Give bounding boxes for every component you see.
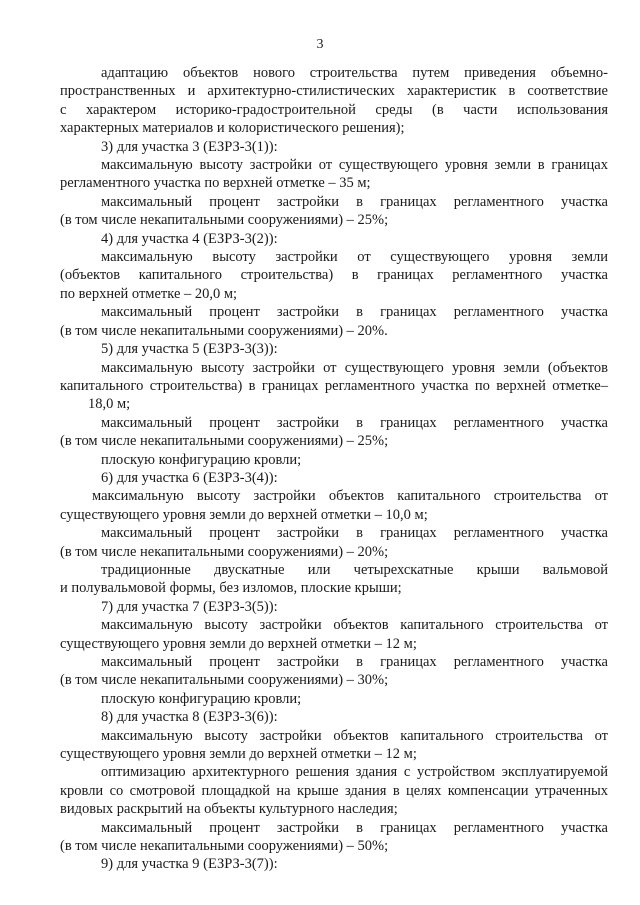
text-line: 3) для участка 3 (ЕЗРЗ-3(1)): (101, 138, 278, 155)
text-line: максимальный процент застройки в границах регламентного участка (101, 525, 608, 542)
text-line: регламентного участка по верхней отметке – 35 м; (60, 175, 371, 192)
text-line: существующего уровня земли до верхней отметки – 12 м; (60, 746, 417, 763)
text-line: (в том числе некапитальными сооружениями) – 30%; (60, 672, 389, 689)
text-line: максимальный процент застройки в границах регламентного участка (101, 819, 608, 836)
text-line: и полувальмовой формы, без изломов, плоские крыши; (60, 580, 402, 597)
page-number: 3 (316, 37, 324, 52)
text-line: по верхней отметке – 20,0 м; (60, 285, 238, 302)
text-line: 8) для участка 8 (ЕЗРЗ-3(6)): (101, 709, 278, 726)
text-line: (в том числе некапитальными сооружениями) – 50%; (60, 838, 389, 855)
text-line: максимальную высоту застройки объектов капитального строительства от (92, 488, 608, 505)
text-line: максимальную высоту застройки объектов капитального строительства от (101, 727, 608, 744)
text-line: оптимизацию архитектурного решения здания с устройством эксплуатируемой (101, 764, 608, 781)
text-line: максимальную высоту застройки от существующего уровня земли (объектов (101, 359, 608, 376)
text-line: (в том числе некапитальными сооружениями) – 20%. (60, 322, 388, 339)
text-line: традиционные двускатные или четырехскатные крыши вальмовой (101, 561, 608, 578)
text-line: адаптацию объектов нового строительства путем приведения объемно- (101, 65, 608, 81)
text-line: (объектов капитального строительства) в границах регламентного участка (60, 267, 608, 284)
text-line: 18,0 м; (88, 396, 131, 413)
text-line: максимальную высоту застройки от существующего уровня земли в границах (101, 157, 608, 174)
text-line: плоскую конфигурацию кровли; (101, 690, 302, 707)
text-line: с характером историко-градостроительной среды (в части использования (60, 101, 608, 118)
text-line: максимальный процент застройки в границах регламентного участка (101, 304, 608, 321)
text-line: видовых раскрытий на объекты культурного наследия; (60, 801, 398, 818)
text-line: (в том числе некапитальными сооружениями) – 20%; (60, 543, 389, 560)
document-body (60, 64, 608, 874)
text-line: 5) для участка 5 (ЕЗРЗ-3(3)): (101, 341, 278, 358)
text-line: максимальную высоту застройки от существующего уровня земли (101, 249, 608, 266)
text-line: максимальный процент застройки в границах регламентного участка (101, 654, 608, 670)
text-line: 7) для участка 7 (ЕЗРЗ-3(5)): (101, 598, 278, 615)
text-line: (в том числе некапитальными сооружениями) – 25%; (60, 212, 389, 229)
text-line: пространственных и архитектурно-стилистических характеристик в соответствие (60, 83, 608, 100)
text-line: 6) для участка 6 (ЕЗРЗ-3(4)): (101, 469, 278, 486)
text-line: 4) для участка 4 (ЕЗРЗ-3(2)): (101, 230, 278, 247)
text-line: (в том числе некапитальными сооружениями) – 25%; (60, 433, 389, 450)
text-line: максимальный процент застройки в границах регламентного участка (101, 414, 608, 431)
text-line: плоскую конфигурацию кровли; (101, 451, 302, 468)
text-line: 9) для участка 9 (ЕЗРЗ-3(7)): (101, 856, 278, 873)
text-line: капитального строительства) в границах регламентного участка по верхней отметке– (60, 377, 608, 394)
text-line: существующего уровня земли до верхней отметки – 12 м; (60, 635, 417, 652)
text-line: максимальный процент застройки в границах регламентного участка (101, 193, 608, 210)
text-line: существующего уровня земли до верхней отметки – 10,0 м; (60, 506, 428, 523)
text-line: характерных материалов и колористического решения); (60, 120, 405, 137)
text-line: кровли со смотровой площадкой на крыше здания в целях компенсации утраченных (60, 782, 608, 799)
text-line: максимальную высоту застройки объектов капитального строительства от (101, 617, 608, 634)
